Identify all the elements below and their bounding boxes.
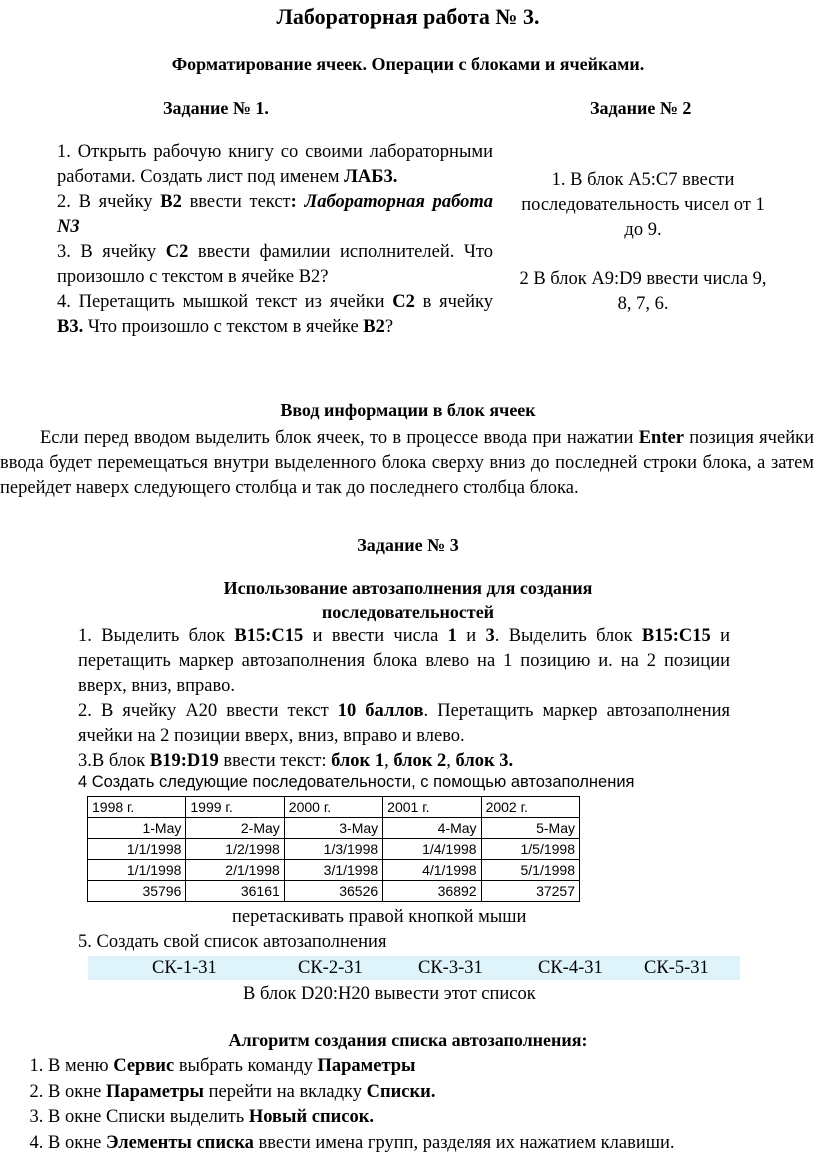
autofill-list [88,956,740,980]
table-row [88,839,580,860]
drag-note: перетаскивать правой кнопкой мыши [232,907,527,927]
task1-item-3: 3. В ячейку С2 ввести фамилии исполнителей. Что произошло с текстом в ячейке В2? [57,242,493,287]
task1-item-4: 4. Перетащить мышкой текст из ячейки С2 в ячейку В3. Что произошло с текстом в ячейке В2? [57,292,493,337]
list-item: 1. В меню Сервис выбрать команду Параметры [48,1054,812,1080]
task3-p3: 3.В блок В19:D19 ввести текст: блок 1, блок 2, блок 3. [78,751,514,771]
list-item: 2. В окне Параметры перейти на вкладку Списки. [48,1080,812,1106]
table-cell: 3-May [284,818,382,839]
task1-item-2: 2. В ячейку В2 ввести текст: Лабораторная работа N3 [57,192,493,237]
sequence-table [87,796,580,902]
table-row [88,797,580,818]
task1-item-1: 1. Открыть рабочую книгу со своими лабораторными работами. Создать лист под именем ЛАБ3. [57,142,493,187]
task2-p2: 2 В блок А9:D9 ввести числа 9, 8, 7, 6. [519,269,767,314]
algorithm-heading: Алгоритм создания списка автозаполнения: [228,1030,588,1050]
table-cell: 1/1/1998 [88,860,186,881]
algorithm-steps [12,1054,812,1156]
table-cell: 4/1/1998 [383,860,481,881]
table-cell: 1998 г. [88,797,186,818]
table-cell: 4-May [383,818,481,839]
list-item: СК-3-31 [418,958,483,978]
block-input-heading: Ввод информации в блок ячеек [280,400,536,420]
table-cell: 2000 г. [284,797,382,818]
list-item: СК-1-31 [152,958,217,978]
table-cell: 1/3/1998 [284,839,382,860]
table-cell: 1999 г. [186,797,284,818]
list-item: СК-4-31 [538,958,603,978]
task2-body [512,168,774,317]
table-row [88,881,580,902]
table-cell: 5-May [481,818,579,839]
task2-p1: 1. В блок А5:С7 ввести последовательность чисел от 1 до 9. [521,170,765,240]
task3-p4: 4 Создать следующие последовательности, с помощью автозаполнения [78,773,635,791]
task3-subheading: Использование автозаполнения для создания последовательностей [223,578,593,622]
table-cell: 37257 [481,881,579,902]
task3-p5: 5. Создать свой список автозаполнения [78,932,387,952]
task3-p2: 2. В ячейку А20 ввести текст 10 баллов. Перетащить маркер автозаполнения ячейки на 2 позиции вверх, вниз, вправо и влево. [78,701,731,746]
page-subtitle: Форматирование ячеек. Операции с блоками и ячейками. [171,54,645,74]
table-cell: 36892 [383,881,481,902]
task2-heading: Задание № 2 [590,98,692,118]
table-cell: 2002 г. [481,797,579,818]
table-cell: 36526 [284,881,382,902]
table-cell: 1/4/1998 [383,839,481,860]
list-item: СК-2-31 [298,958,363,978]
table-cell: 3/1/1998 [284,860,382,881]
list-item: СК-5-31 [644,958,709,978]
task3-heading: Задание № 3 [357,535,459,555]
task3-p1: 1. Выделить блок В15:С15 и ввести числа 1 и 3. Выделить блок В15:С15 и перетащить маркер автозаполнения блока влево на 1 позицию и. на 2 позиции вверх, вниз, вправо. [78,626,730,696]
table-row [88,818,580,839]
list-item: 3. В окне Списки выделить Новый список. [48,1105,812,1131]
page-title: Лабораторная работа № 3. [276,4,540,29]
task3-body [78,624,730,774]
table-cell: 35796 [88,881,186,902]
table-cell: 36161 [186,881,284,902]
table-cell: 1/1/1998 [88,839,186,860]
table-cell: 5/1/1998 [481,860,579,881]
table-cell: 2-May [186,818,284,839]
block-input-text: Если перед вводом выделить блок ячеек, то в процессе ввода при нажатии Enter позиция ячейки ввода будет перемещаться внутри выделенного блока сверху вниз до последней строки блока, а затем перейдет наверх следующего столбца и так до последнего столбца блока. [0,428,814,498]
table-cell: 2001 г. [383,797,481,818]
list-item: 4. В окне Элементы списка ввести имена групп, разделяя их нажатием клавиши. [48,1131,812,1157]
task1-heading: Задание № 1. [163,98,269,118]
table-cell: 1/2/1998 [186,839,284,860]
table-cell: 1-May [88,818,186,839]
task1-body [57,140,493,340]
table-row [88,860,580,881]
table-cell: 2/1/1998 [186,860,284,881]
list-note: В блок D20:H20 вывести этот список [243,984,536,1004]
table-cell: 1/5/1998 [481,839,579,860]
